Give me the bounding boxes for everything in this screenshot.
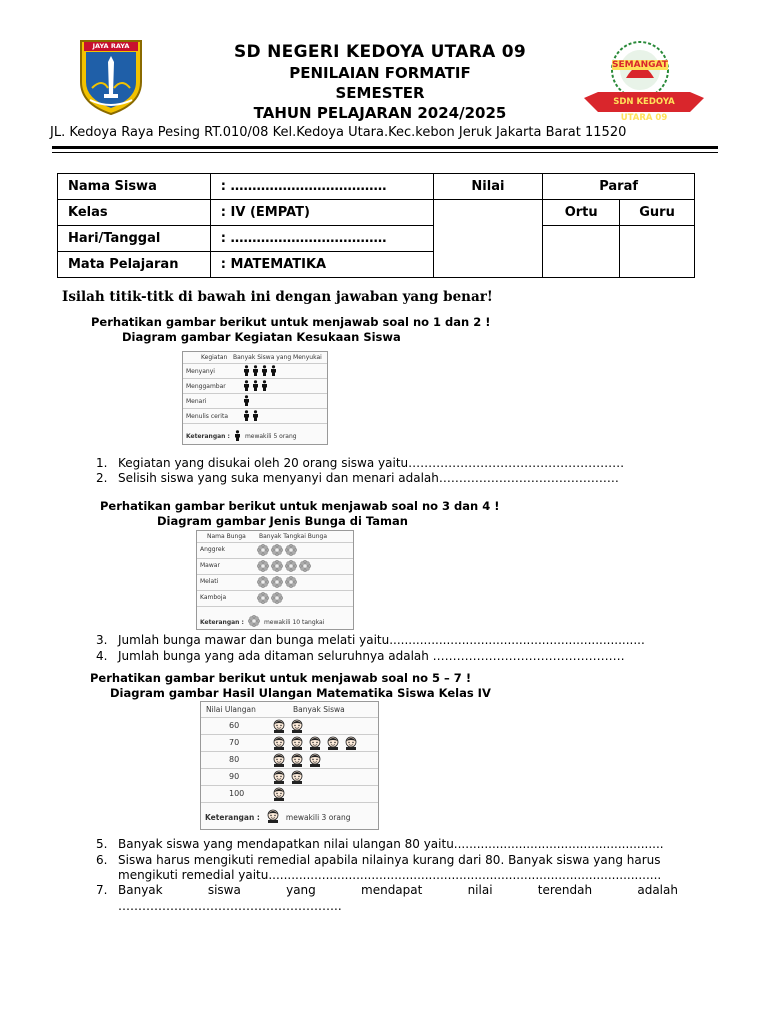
section2-intro: Perhatikan gambar berikut untuk menjawab soal no 3 dan 4 ! — [100, 499, 500, 513]
ortu-sign-box[interactable] — [543, 226, 620, 278]
question-7-cont: ……………………………………………….. — [118, 899, 342, 913]
school-address: JL. Kedoya Raya Pesing RT.010/08 Kel.Kedoya Utara.Kec.kebon Jeruk Jakarta Barat 11520 — [50, 125, 627, 140]
col-kegiatan: Kegiatan — [201, 354, 228, 361]
kelas-label: Kelas — [58, 200, 211, 226]
row-label: Menyanyi — [186, 368, 215, 375]
row-label: Menulis cerita — [186, 413, 228, 420]
pictogram-row — [201, 734, 378, 752]
student-face-icon — [271, 753, 287, 769]
person-icon — [261, 365, 268, 378]
person-icon — [261, 380, 268, 393]
pictogram-row — [197, 558, 353, 575]
student-info-table — [57, 173, 695, 278]
row-icons — [271, 736, 359, 752]
q6-number: 6. — [96, 853, 108, 867]
pictogram-row — [197, 574, 353, 591]
flower-icon — [299, 560, 311, 574]
row-label: 80 — [229, 755, 240, 764]
student-face-icon — [271, 770, 287, 786]
pictogram-legend — [200, 615, 324, 629]
row-label: Kamboja — [200, 594, 227, 601]
flower-icon — [257, 544, 269, 558]
person-icon — [252, 410, 259, 423]
section3-title: Diagram gambar Hasil Ulangan Matematika Siswa Kelas IV — [110, 686, 491, 700]
row-icons — [257, 544, 297, 558]
question-4 — [96, 649, 625, 663]
kelas-value: : IV (EMPAT) — [210, 200, 433, 226]
person-icon — [270, 365, 277, 378]
header-rule-thick — [52, 146, 718, 149]
row-label: Melati — [200, 578, 219, 585]
q7-word: Banyak — [118, 883, 163, 897]
student-face-icon — [271, 736, 287, 752]
legend-label: Keterangan : — [186, 433, 230, 440]
row-label: 60 — [229, 721, 240, 730]
student-face-icon — [289, 719, 305, 735]
mapel-label: Mata Pelajaran — [58, 252, 211, 278]
q7-word: mendapat — [361, 883, 423, 897]
nilai-label: Nilai — [433, 174, 543, 200]
question-6 — [96, 853, 661, 867]
section2-title: Diagram gambar Jenis Bunga di Taman — [157, 514, 408, 528]
person-icon — [243, 410, 250, 423]
flower-icon — [257, 592, 269, 606]
ortu-label: Ortu — [543, 200, 620, 226]
question-1 — [96, 456, 625, 470]
logo-jaya-raya — [78, 38, 144, 116]
student-face-icon — [271, 787, 287, 803]
flower-icon — [285, 576, 297, 590]
row-label: Mawar — [200, 562, 220, 569]
student-face-icon — [343, 736, 359, 752]
flower-icon — [257, 576, 269, 590]
q7-word: adalah — [637, 883, 678, 897]
student-face-icon — [289, 770, 305, 786]
row-icons — [257, 560, 311, 574]
row-icons — [243, 365, 277, 378]
section3-intro: Perhatikan gambar berikut untuk menjawab soal no 5 – 7 ! — [90, 671, 472, 685]
student-face-icon — [307, 736, 323, 752]
q2-number: 2. — [96, 471, 108, 485]
question-5 — [96, 837, 664, 851]
person-icon — [252, 365, 259, 378]
pictogram-row — [201, 785, 378, 803]
flower-icon — [271, 576, 283, 590]
row-icons — [271, 753, 323, 769]
logo-ribbon-text: SDN KEDOYA UTARA 09 — [613, 97, 675, 123]
row-label: 100 — [229, 789, 245, 798]
q2-text: Selisih siswa yang suka menyanyi dan menari adalah……………………………………… — [118, 471, 619, 485]
student-face-icon — [289, 736, 305, 752]
q3-text: Jumlah bunga mawar dan bunga melati yaitu................................................................... — [118, 633, 645, 647]
nama-field[interactable]: : ……………………………… — [210, 174, 433, 200]
legend-label: Keterangan : — [205, 812, 260, 822]
mapel-value: : MATEMATIKA — [210, 252, 433, 278]
student-face-icon — [325, 736, 341, 752]
row-icons — [257, 592, 283, 606]
flower-icon — [271, 560, 283, 574]
row-label: 70 — [229, 738, 240, 747]
pictogram-row — [201, 717, 378, 735]
person-icon — [243, 395, 250, 408]
pictogram-row — [183, 408, 327, 424]
hari-label: Hari/Tanggal — [58, 226, 211, 252]
question-7 — [96, 883, 678, 897]
flower-icon — [248, 615, 260, 629]
pictogram-legend — [205, 809, 351, 825]
row-icons — [243, 410, 259, 423]
logo-jaya-raya-text: JAYA RAYA — [92, 42, 130, 50]
person-icon — [243, 365, 250, 378]
student-face-icon — [289, 753, 305, 769]
guru-sign-box[interactable] — [620, 226, 695, 278]
school-name: SD NEGERI KEDOYA UTARA 09 — [233, 42, 527, 62]
legend-text: mewakili 10 tangkai — [263, 618, 325, 626]
q3-number: 3. — [96, 633, 108, 647]
col-banyak-siswa: Banyak Siswa yang Menyukai — [233, 354, 322, 361]
legend-text: mewakili 5 orang — [244, 433, 297, 440]
flower-icon — [271, 592, 283, 606]
person-icon — [234, 430, 241, 443]
col-nilai-ulangan: Nilai Ulangan — [206, 705, 256, 714]
flower-icon — [285, 544, 297, 558]
header-formatif: PENILAIAN FORMATIF — [289, 64, 471, 82]
question-3 — [96, 633, 645, 647]
col-nama-bunga: Nama Bunga — [207, 533, 246, 540]
q1-text: Kegiatan yang disukai oleh 20 orang siswa yaitu……………………………………………… — [118, 456, 625, 470]
nama-label: Nama Siswa — [58, 174, 211, 200]
student-face-icon — [307, 753, 323, 769]
section1-title: Diagram gambar Kegiatan Kesukaan Siswa — [122, 330, 401, 344]
q5-text: Banyak siswa yang mendapatkan nilai ulangan 80 yaitu....................................................... — [118, 837, 664, 851]
pictogram-bunga — [196, 530, 354, 630]
pictogram-row — [183, 363, 327, 379]
legend-label: Keterangan : — [200, 618, 244, 626]
pictogram-nilai — [200, 701, 379, 830]
section1-intro: Perhatikan gambar berikut untuk menjawab soal no 1 dan 2 ! — [91, 315, 491, 329]
pictogram-header — [201, 702, 378, 718]
row-icons — [257, 576, 297, 590]
legend-text: mewakili 3 orang — [285, 812, 351, 822]
pictogram-legend — [186, 430, 297, 443]
row-icons — [271, 770, 305, 786]
row-icons — [271, 787, 287, 803]
q7-text-line1 — [118, 883, 678, 897]
q7-word: terendah — [537, 883, 593, 897]
logo-semangat-text: SEMANGAT — [612, 60, 668, 70]
pictogram-row — [197, 542, 353, 559]
pictogram-row — [197, 590, 353, 607]
pictogram-row — [201, 751, 378, 769]
question-2 — [96, 471, 619, 485]
row-icons — [271, 719, 305, 735]
pictogram-row — [201, 768, 378, 786]
col-banyak-siswa: Banyak Siswa — [293, 705, 345, 714]
header-semester: SEMESTER — [335, 84, 425, 102]
paraf-label: Paraf — [543, 174, 695, 200]
header-rule-thin — [52, 152, 718, 153]
row-label: Menari — [186, 398, 207, 405]
col-banyak-tangkai: Banyak Tangkai Bunga — [259, 533, 327, 540]
flower-icon — [257, 560, 269, 574]
q1-number: 1. — [96, 456, 108, 470]
row-icons — [243, 395, 250, 408]
guru-label: Guru — [620, 200, 695, 226]
hari-field[interactable]: : ……………………………… — [210, 226, 433, 252]
student-face-icon — [265, 809, 281, 825]
row-label: Anggrek — [200, 546, 226, 553]
q7-word: yang — [286, 883, 316, 897]
q5-number: 5. — [96, 837, 108, 851]
person-icon — [243, 380, 250, 393]
q7-number: 7. — [96, 883, 108, 897]
logo-sdn-kedoya — [578, 38, 710, 123]
person-icon — [252, 380, 259, 393]
q4-number: 4. — [96, 649, 108, 663]
instruction: Isilah titik-titk di bawah ini dengan jawaban yang benar! — [62, 289, 493, 305]
flower-icon — [285, 560, 297, 574]
student-face-icon — [271, 719, 287, 735]
q6-text-line1: Siswa harus mengikuti remedial apabila nilainya kurang dari 80. Banyak siswa yang harus — [118, 853, 661, 867]
q4-text: Jumlah bunga yang ada ditaman seluruhnya adalah ………………………………………… — [118, 649, 625, 663]
q7-word: nilai — [467, 883, 493, 897]
row-label: Menggambar — [186, 383, 226, 390]
nilai-box[interactable] — [433, 200, 543, 278]
pictogram-row — [183, 393, 327, 409]
q7-word: siswa — [207, 883, 241, 897]
flower-icon — [271, 544, 283, 558]
header-year: TAHUN PELAJARAN 2024/2025 — [253, 104, 507, 122]
row-label: 90 — [229, 772, 240, 781]
row-icons — [243, 380, 268, 393]
pictogram-row — [183, 378, 327, 394]
question-6-cont: mengikuti remedial yaitu....................................................................................................... — [118, 868, 662, 882]
pictogram-kegiatan — [182, 351, 328, 445]
